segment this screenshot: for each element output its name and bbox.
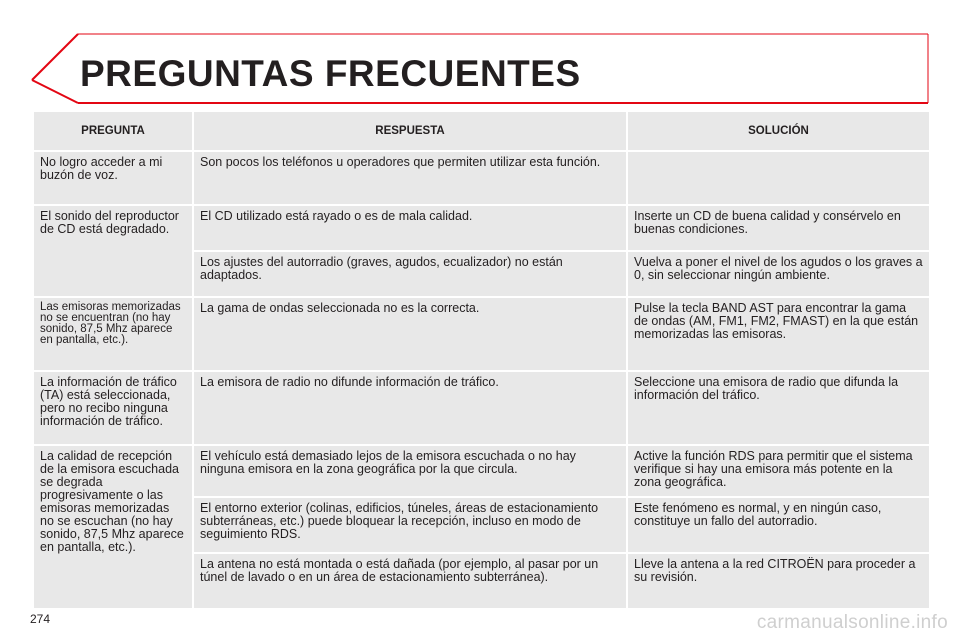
solution-cell: Lleve la antena a la red CITROËN para proceder a su revisión. bbox=[627, 553, 930, 609]
page-number: 274 bbox=[30, 612, 51, 626]
question-cell: Las emisoras memorizadas no se encuentran (no hay sonido, 87,5 Mhz aparece en pantalla, etc.). bbox=[33, 297, 193, 371]
solution-cell: Vuelva a poner el nivel de los agudos o los graves a 0, sin seleccionar ningún ambiente. bbox=[627, 251, 930, 297]
header-diagonal-line-bottom bbox=[32, 80, 78, 103]
solution-cell: Inserte un CD de buena calidad y consérvelo en buenas condiciones. bbox=[627, 205, 930, 251]
question-cell: El sonido del reproductor de CD está degradado. bbox=[33, 205, 193, 297]
header-pregunta: PREGUNTA bbox=[33, 111, 193, 151]
page-header bbox=[0, 0, 960, 110]
solution-cell: Este fenómeno es normal, y en ningún caso, constituye un fallo del autorradio. bbox=[627, 497, 930, 553]
answer-cell: La antena no está montada o está dañada (por ejemplo, al pasar por un túnel de lavado o en un área de estacionamiento subterránea). bbox=[193, 553, 627, 609]
table-row bbox=[33, 371, 930, 445]
answer-cell: La gama de ondas seleccionada no es la correcta. bbox=[193, 297, 627, 371]
answer-cell: Son pocos los teléfonos u operadores que permiten utilizar esta función. bbox=[193, 151, 627, 205]
faq-table bbox=[32, 110, 931, 610]
answer-cell: La emisora de radio no difunde información de tráfico. bbox=[193, 371, 627, 445]
answer-cell: El vehículo está demasiado lejos de la emisora escuchada o no hay ninguna emisora en la zona geográfica por la que circula. bbox=[193, 445, 627, 497]
solution-cell bbox=[627, 151, 930, 205]
answer-cell: El entorno exterior (colinas, edificios, túneles, áreas de estacionamiento subterráneas, etc.) puede bloquear la recepción, incluso en modo de seguimiento RDS. bbox=[193, 497, 627, 553]
solution-cell: Active la función RDS para permitir que el sistema verifique si hay una emisora más potente en la zona geográfica. bbox=[627, 445, 930, 497]
header-solucion: SOLUCIÓN bbox=[627, 111, 930, 151]
header-diagonal-line-top bbox=[32, 34, 78, 80]
table-row bbox=[33, 445, 930, 497]
table-row bbox=[33, 205, 930, 251]
answer-cell: Los ajustes del autorradio (graves, agudos, ecualizador) no están adaptados. bbox=[193, 251, 627, 297]
question-cell: La información de tráfico (TA) está seleccionada, pero no recibo ninguna información de tráfico. bbox=[33, 371, 193, 445]
question-cell: La calidad de recepción de la emisora escuchada se degrada progresivamente o las emisoras memorizadas no se escuchan (no hay sonido, 87,5 Mhz aparece en pantalla, etc.). bbox=[33, 445, 193, 609]
answer-cell: El CD utilizado está rayado o es de mala calidad. bbox=[193, 205, 627, 251]
watermark: carmanualsonline.info bbox=[756, 612, 948, 633]
table-header-row bbox=[33, 111, 930, 151]
table-row bbox=[33, 151, 930, 205]
header-respuesta: RESPUESTA bbox=[193, 111, 627, 151]
table-row bbox=[33, 297, 930, 371]
solution-cell: Seleccione una emisora de radio que difunda la información del tráfico. bbox=[627, 371, 930, 445]
solution-cell: Pulse la tecla BAND AST para encontrar la gama de ondas (AM, FM1, FM2, FMAST) en la que están memorizadas las emisoras. bbox=[627, 297, 930, 371]
question-cell: No logro acceder a mi buzón de voz. bbox=[33, 151, 193, 205]
page-title: PREGUNTAS FRECUENTES bbox=[80, 53, 581, 94]
